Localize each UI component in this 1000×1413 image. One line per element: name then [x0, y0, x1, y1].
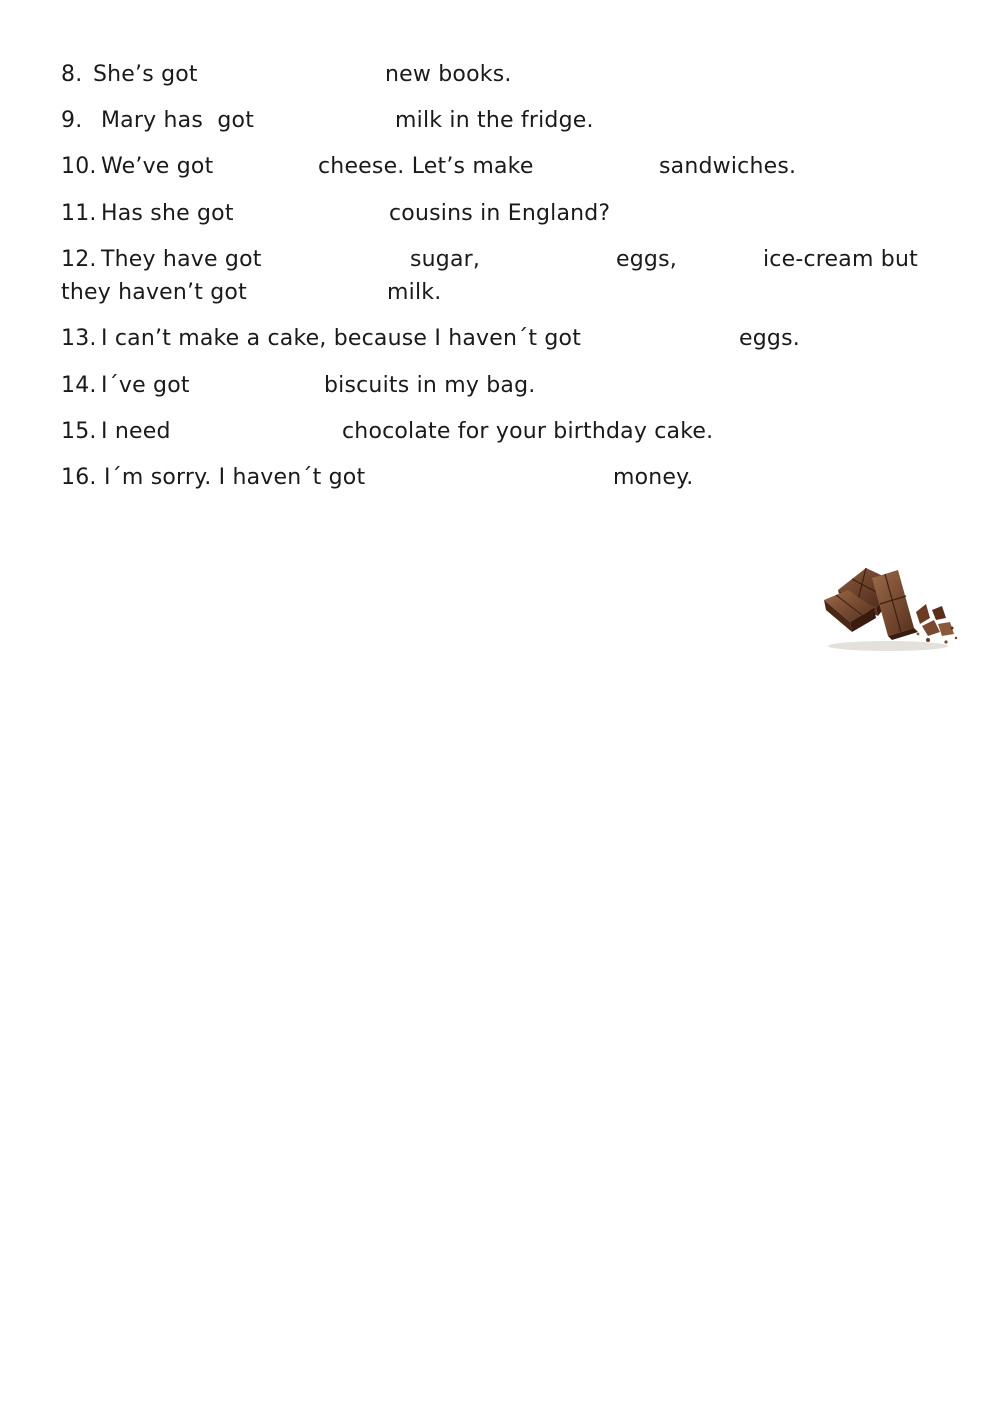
sentence-part: She’s got [93, 62, 198, 87]
exercise-number: 13. [61, 326, 97, 351]
sentence-part: sugar, [410, 247, 481, 272]
sentence-part: eggs, [616, 247, 677, 272]
sentence-part: Mary has got [101, 108, 255, 133]
sentence-part: I need [101, 419, 171, 444]
sentence-part: chocolate for your birthday cake. [342, 419, 714, 444]
sentence-part: I´m sorry. I haven´t got [104, 465, 366, 490]
exercise-number: 9. [61, 108, 83, 133]
sentence-part: new books. [385, 62, 512, 87]
exercise-number: 8. [61, 62, 83, 87]
exercise-number: 16. [61, 465, 97, 490]
chocolate-icon [818, 560, 963, 655]
sentence-part: biscuits in my bag. [324, 373, 536, 398]
sentence-part: eggs. [739, 326, 800, 351]
sentence-part: cousins in England? [389, 201, 611, 226]
sentence-part: We’ve got [101, 154, 214, 179]
sentence-part: sandwiches. [659, 154, 797, 179]
exercise-number: 10. [61, 154, 97, 179]
sentence-part: I can’t make a cake, because I haven´t got [101, 326, 582, 351]
sentence-part: Has she got [101, 201, 234, 226]
exercise-number: 12. [61, 247, 97, 272]
exercise-number: 15. [61, 419, 97, 444]
exercise-number: 11. [61, 201, 97, 226]
sentence-part: they haven’t got [61, 280, 247, 305]
sentence-part: I´ve got [101, 373, 190, 398]
sentence-part: milk. [387, 280, 442, 305]
sentence-part: ice-cream but [763, 247, 918, 272]
exercise-number: 14. [61, 373, 97, 398]
sentence-part: cheese. Let’s make [318, 154, 534, 179]
sentence-part: milk in the fridge. [395, 108, 594, 133]
sentence-part: money. [613, 465, 694, 490]
sentence-part: They have got [101, 247, 262, 272]
